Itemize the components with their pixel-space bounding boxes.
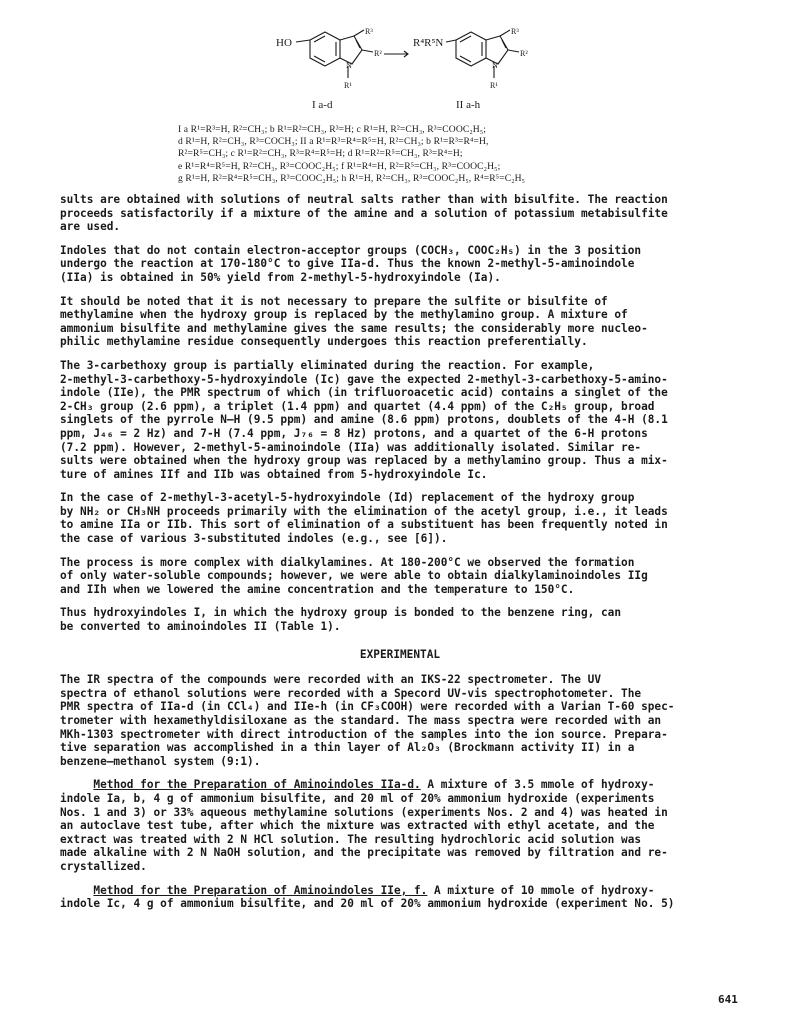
scheme-right-r2: R²	[520, 49, 528, 58]
text-line: ppm, J₄₆ = 2 Hz) and 7-H (7.4 ppm, J₇₆ = 8 Hz) protons, and a quartet of the 6-H protons	[60, 426, 648, 440]
text-line: extract was treated with 2 N HCl solution. The resulting hydrochloric acid solution was	[60, 832, 642, 846]
text-line: tive separation was accomplished in a thin layer of Al₂O₃ (Brockmann activity II) in a	[60, 741, 635, 755]
paragraph	[60, 556, 740, 597]
text-line: philic methylamine residue consequently undergoes this reaction preferentially.	[60, 335, 588, 349]
scheme-left-n: N	[346, 61, 352, 70]
text-line: sults were obtained when the hydroxy group was replaced by a methylamino group. Thus a mix-	[60, 454, 668, 468]
text-line: trometer with hexamethyldisiloxane as the standard. The mass spectra were recorded with an	[60, 714, 662, 727]
scheme-left-r1: R¹	[344, 81, 352, 90]
scheme-right-n: N	[492, 61, 498, 70]
text-line: indole Ia, b, 4 g of ammonium bisulfite, and 20 ml of 20% ammonium hydroxide (experiments	[60, 791, 655, 805]
indole-structure-right	[446, 30, 519, 78]
text-line: indole (IIe), the PMR spectrum of which (in trifluoroacetic acid) contains a singlet of the	[60, 386, 668, 400]
text-line: Thus hydroxyindoles I, in which the hydroxy group is bonded to the benzene ring, can	[60, 606, 622, 620]
legend-line: e R¹=R⁴=R⁵=H, R²=CH₃, R³=COOC₂H₅; f R¹=R⁴=H, R²=R⁵=CH₃, R³=COOC₂H₅;	[178, 160, 501, 172]
scheme-right-substituent: R⁴R⁵N	[413, 37, 444, 49]
method-title: Method for the Preparation of Aminoindoles IIe, f.	[93, 883, 428, 897]
reaction-scheme	[270, 28, 570, 113]
paragraph	[60, 359, 740, 481]
text-line: The process is more complex with dialkylamines. At 180-200°C we observed the formation	[60, 555, 635, 569]
text-line: the case of various 3-substituted indoles (e.g., see [6]).	[60, 532, 448, 546]
text-line: spectra of ethanol solutions were recorded with a Specord UV-vis spectrophotometer. The	[60, 686, 642, 700]
body-text	[60, 193, 740, 921]
text-line	[60, 884, 740, 898]
legend-line: g R¹=H, R²=R⁴=R⁵=CH₃, R³=COOC₂H₅; h R¹=H, R²=CH₃, R³=COOC₂H₅, R⁴=R⁵=C₂H₅	[178, 172, 526, 184]
scheme-left-substituent: HO	[276, 37, 292, 49]
text-line: ture of amines IIf and IIb was obtained from 5-hydroxyindole Ic.	[60, 467, 488, 481]
text-line: by NH₂ or CH₃NH proceeds primarily with the elimination of the acetyl group, i.e., it leads	[60, 504, 668, 518]
text-line: benzene—methanol system (9:1).	[60, 754, 261, 768]
paragraph	[60, 193, 740, 234]
text-line: Nos. 1 and 3) or 33% aqueous methylamine solutions (experiments Nos. 2 and 4) was heated in	[60, 805, 668, 819]
paragraph	[60, 673, 740, 768]
paragraph	[60, 295, 740, 349]
text-fragment: A mixture of 10 mmole of hydroxy-	[427, 883, 655, 897]
legend-line: d R¹=H, R²=CH₃, R³=COCH₃; II a R¹=R³=R⁴=R⁵=H, R²=CH₃; b R¹=R³=R⁴=H,	[178, 136, 489, 148]
text-line: ammonium bisulfite and methylamine gives the same results; the considerably more nucleo-	[60, 321, 648, 335]
text-line: Indoles that do not contain electron-acceptor groups (COCH₃, COOC₂H₅) in the 3 position	[60, 243, 642, 257]
text-line: In the case of 2-methyl-3-acetyl-5-hydroxyindole (Id) replacement of the hydroxy group	[60, 491, 635, 505]
text-line: undergo the reaction at 170-180°C to give IIa-d. Thus the known 2-methyl-5-aminoindole	[60, 257, 635, 271]
text-line: sults are obtained with solutions of neutral salts rather than with bisulfite. The reaction	[60, 193, 668, 206]
text-line	[60, 778, 740, 792]
method-title: Method for the Preparation of Aminoindoles IIa-d.	[93, 778, 421, 792]
method-paragraph	[60, 884, 740, 911]
text-line: be converted to aminoindoles II (Table 1).	[60, 620, 341, 634]
text-line: MKh-1303 spectrometer with direct introduction of the samples into the ion source. Prepara-	[60, 727, 668, 741]
text-line: It should be noted that it is not necessary to prepare the sulfite or bisulfite of	[60, 294, 608, 308]
scheme-label-left: I a-d	[312, 99, 333, 111]
reaction-arrow	[384, 51, 408, 57]
method-paragraph	[60, 778, 740, 873]
text-line: proceeds satisfactorily if a mixture of the amine and a solution of potassium metabisulfite	[60, 206, 668, 220]
paragraph	[60, 244, 740, 285]
text-line: crystallized.	[60, 859, 147, 873]
paragraph	[60, 606, 740, 633]
text-line: indole Ic, 4 g of ammonium bisulfite, and 20 ml of 20% ammonium hydroxide (experiment No. 5)	[60, 897, 675, 911]
text-line: 2-CH₃ group (2.6 ppm), a triplet (1.4 ppm) and quartet (4.4 ppm) of the C₂H₅ group, broad	[60, 399, 655, 413]
text-fragment: A mixture of 3.5 mmole of hydroxy-	[420, 778, 655, 792]
text-line: are used.	[60, 220, 121, 234]
scheme-label-right: II a-h	[456, 99, 481, 111]
text-line: The IR spectra of the compounds were recorded with an IKS-22 spectrometer. The UV	[60, 673, 601, 687]
scheme-left-r2: R²	[374, 49, 382, 58]
text-line: and IIh when we lowered the amine concentration and the temperature to 150°C.	[60, 582, 575, 596]
text-line: made alkaline with 2 N NaOH solution, and the precipitate was removed by filtration and re-	[60, 846, 668, 860]
scheme-right-r3: R³	[511, 28, 519, 36]
text-line: to amine IIa or IIb. This sort of elimination of a substituent has been frequently noted in	[60, 518, 668, 532]
text-line: PMR spectra of IIa-d (in CCl₄) and IIe-h (in CF₃COOH) were recorded with a Varian T-60 spec-	[60, 700, 675, 714]
section-heading-experimental: EXPERIMENTAL	[359, 647, 441, 661]
scheme-left-r3: R³	[365, 28, 373, 36]
legend-line: I a R¹=R³=H, R²=CH₃; b R¹=R²=CH₃, R³=H; c R¹=H, R²=CH₃, R³=COOC₂H₅;	[178, 124, 487, 135]
page-number: 641	[718, 993, 738, 1006]
text-line: singlets of the pyrrole N—H (9.5 ppm) and amine (8.6 ppm) protons, doublets of the 4-H (8.1	[60, 413, 668, 427]
text-line: (7.2 ppm). However, 2-methyl-5-aminoindole (IIa) was additionally isolated. Similar re-	[60, 440, 642, 454]
scheme-right-r1: R¹	[490, 81, 498, 90]
text-line: The 3-carbethoxy group is partially eliminated during the reaction. For example,	[60, 358, 595, 372]
text-line: (IIa) is obtained in 50% yield from 2-methyl-5-hydroxyindole (Ia).	[60, 270, 501, 284]
legend-line: R²=R⁵=CH₃; c R¹=R²=CH₃, R³=R⁴=R⁵=H; d R¹=R²=R⁵=CH₃, R³=R⁴=H;	[178, 148, 463, 160]
compound-legend	[178, 124, 648, 185]
text-line: methylamine when the hydroxy group is replaced by the methylamino group. A mixture of	[60, 308, 628, 322]
text-line: an autoclave test tube, after which the mixture was extracted with ethyl acetate, and the	[60, 819, 655, 833]
indole-structure-left	[296, 30, 373, 78]
text-line: of only water-soluble compounds; however, we were able to obtain dialkylaminoindoles IIg	[60, 569, 648, 583]
paragraph	[60, 491, 740, 545]
text-line: 2-methyl-3-carbethoxy-5-hydroxyindole (Ic) gave the expected 2-methyl-3-carbethoxy-5-amino-	[60, 372, 668, 386]
